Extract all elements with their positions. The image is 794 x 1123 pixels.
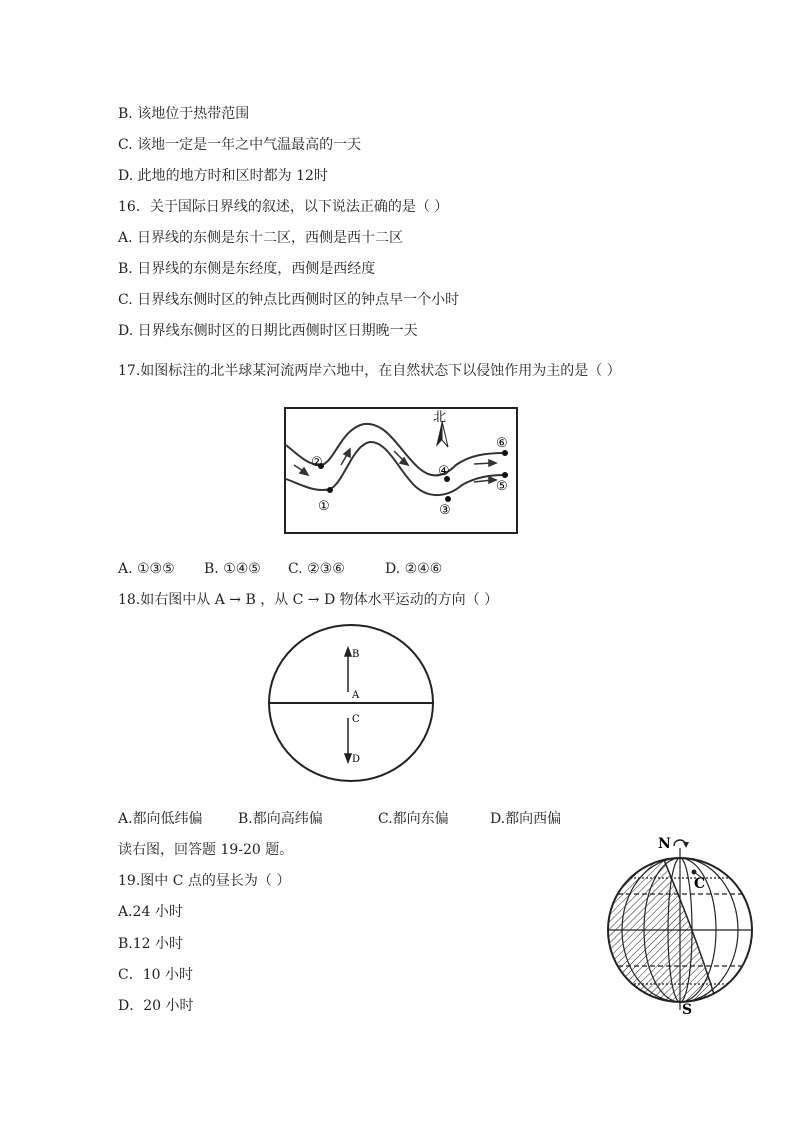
- point-label-1: ①: [318, 499, 330, 514]
- earth-deflection-diagram: [266, 622, 436, 784]
- q19-stem: 19.图中 C 点的昼长为（ ）: [118, 873, 291, 889]
- read-instruction: 读右图，回答题 19-20 题。: [118, 842, 294, 858]
- q18-option-a: A.都向低纬偏: [118, 811, 203, 827]
- label-n: N: [658, 836, 671, 852]
- q16-option-d: D. 日界线东侧时区的日期比西侧时区日期晚一天: [118, 323, 418, 339]
- q16-option-a: A. 日界线的东侧是东十二区，西侧是西十二区: [118, 230, 404, 246]
- point-label-4: ④: [438, 464, 450, 479]
- q17-option-b: B. ①④⑤: [204, 561, 261, 577]
- q15-option-c: C. 该地一定是一年之中气温最高的一天: [118, 137, 362, 153]
- north-label: 北: [433, 410, 447, 425]
- label-a: A: [352, 690, 360, 701]
- q19-option-d: D．20 小时: [118, 998, 194, 1014]
- point-label-3: ③: [439, 503, 451, 518]
- q16-stem: 16．关于国际日界线的叙述，以下说法正确的是（ ）: [118, 199, 449, 215]
- point-label-2: ②: [311, 455, 323, 470]
- q18-stem: 18.如右图中从 A → B ，从 C → D 物体水平运动的方向（ ）: [118, 592, 499, 608]
- q19-option-b: B.12 小时: [118, 936, 184, 952]
- q17-option-d: D. ②④⑥: [385, 561, 443, 577]
- q17-option-c: C. ②③⑥: [288, 561, 345, 577]
- point-label-6: ⑥: [496, 436, 508, 451]
- point-label-5: ⑤: [496, 479, 508, 494]
- q16-option-b: B. 日界线的东侧是东经度，西侧是西经度: [118, 261, 376, 277]
- q15-option-b: B. 该地位于热带范围: [118, 106, 250, 122]
- label-c: C: [694, 876, 706, 892]
- night-area: [602, 830, 722, 1016]
- label-s: S: [682, 1002, 693, 1016]
- q15-option-d: D. 此地的地方时和区时都为 12时: [118, 168, 328, 184]
- q19-option-c: C．10 小时: [118, 967, 193, 983]
- label-c: C: [352, 714, 360, 725]
- q17-option-a: A. ①③⑤: [118, 561, 175, 577]
- q18-option-b: B.都向高纬偏: [238, 811, 323, 827]
- globe-daylight-diagram: [602, 830, 764, 1016]
- q17-stem: 17.如图标注的北半球某河流两岸六地中，在自然状态下以侵蚀作用为主的是（ ）: [118, 363, 621, 379]
- river-meander-diagram: [284, 407, 518, 534]
- q18-option-c: C.都向东偏: [378, 811, 449, 827]
- q16-option-c: C. 日界线东侧时区的钟点比西侧时区的钟点早一个小时: [118, 292, 460, 308]
- label-d: D: [352, 754, 361, 765]
- q18-option-d: D.都向西偏: [490, 811, 562, 827]
- label-b: B: [352, 649, 360, 660]
- q19-option-a: A.24 小时: [118, 904, 183, 920]
